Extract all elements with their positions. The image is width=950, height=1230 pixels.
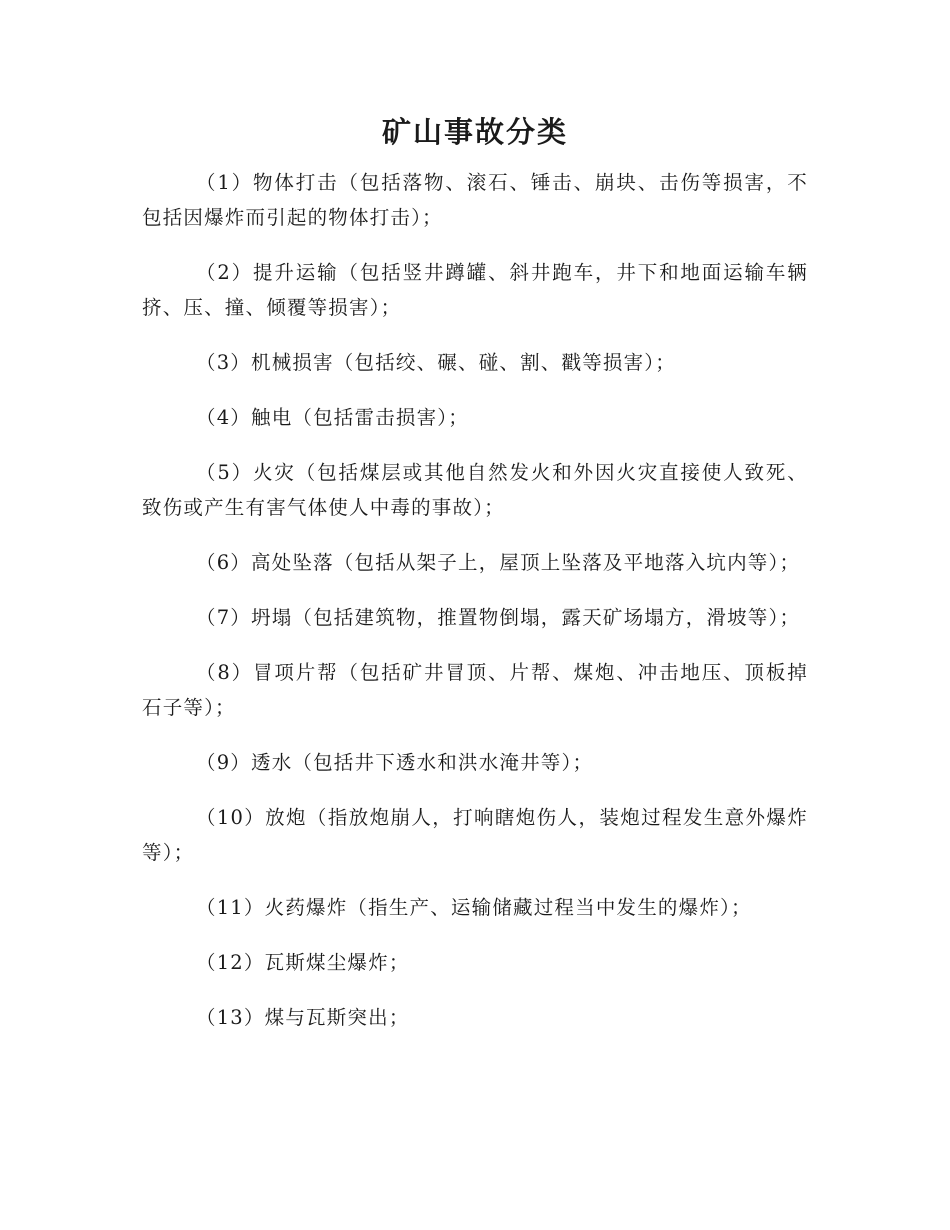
document-title: 矿山事故分类	[381, 115, 568, 149]
list-item-7: （7）坍塌（包括建筑物，推置物倒塌，露天矿场塌方，滑坡等）；	[196, 606, 801, 629]
accident-category-list	[142, 165, 808, 1055]
list-item-8: （8）冒项片帮（包括矿井冒顶、片帮、煤炮、冲击地压、顶板掉石子等）；	[142, 661, 808, 719]
list-item-12: （12）瓦斯煤尘爆炸；	[196, 951, 410, 974]
list-item-1: （1）物体打击（包括落物、滚石、锤击、崩块、击伤等损害，不包括因爆炸而引起的物体打击）；	[142, 171, 808, 229]
list-item-13: （13）煤与瓦斯突出；	[196, 1006, 410, 1029]
list-item-3: （3）机械损害（包括绞、碾、碰、割、戳等损害）；	[196, 351, 676, 374]
list-item-5: （5）火灾（包括煤层或其他自然发火和外因火灾直接使人致死、致伤或产生有害气体使人中毒的事故）；	[142, 461, 808, 519]
list-item-2: （2）提升运输（包括竖井蹲罐、斜井跑车，井下和地面运输车辆挤、压、撞、倾覆等损害）；	[142, 261, 808, 319]
list-item-6: （6）高处坠落（包括从架子上，屋顶上坠落及平地落入坑内等）；	[196, 551, 801, 574]
list-item-11: （11）火药爆炸（指生产、运输储藏过程当中发生的爆炸）；	[196, 896, 752, 919]
list-item-10: （10）放炮（指放炮崩人，打响瞎炮伤人，装炮过程发生意外爆炸等）；	[142, 806, 808, 864]
list-item-4: （4）触电（包括雷击损害）；	[196, 406, 469, 429]
list-item-9: （9）透水（包括井下透水和洪水淹井等）；	[196, 751, 594, 774]
